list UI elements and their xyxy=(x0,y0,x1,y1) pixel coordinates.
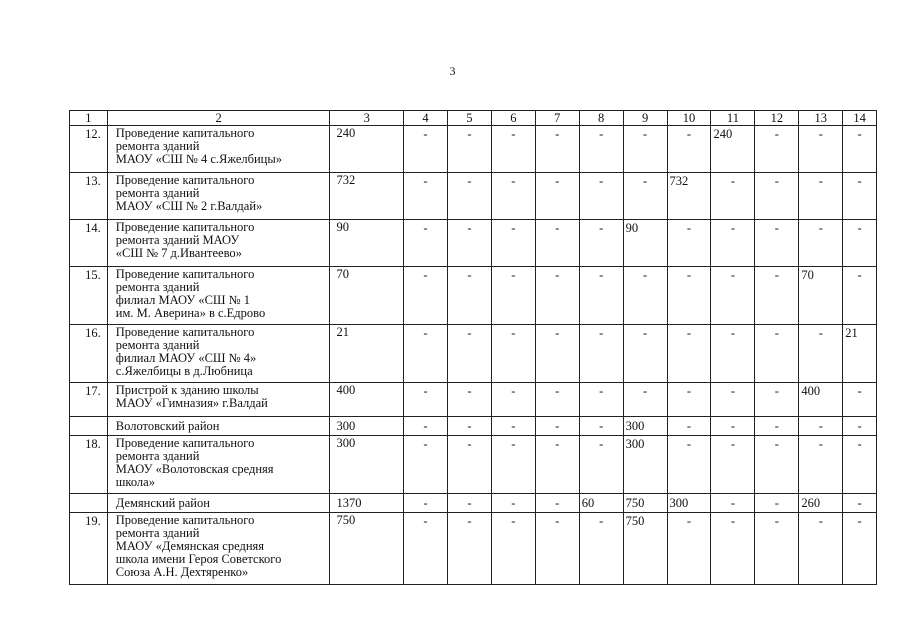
table-header-row xyxy=(70,111,877,126)
year-value: - xyxy=(535,383,579,417)
column-header-9: 9 xyxy=(623,111,667,126)
year-value: - xyxy=(404,436,448,494)
year-value: - xyxy=(579,513,623,585)
year-value: 300 xyxy=(623,436,667,494)
row-number: 13. xyxy=(70,173,108,220)
year-value: - xyxy=(491,126,535,173)
year-value: - xyxy=(667,267,711,325)
row-number: 14. xyxy=(70,220,108,267)
year-value: - xyxy=(535,173,579,220)
total-value: 300 xyxy=(330,436,404,494)
project-name: Проведение капитального ремонта зданий МАОУ «СШ № 7 д.Ивантеево» xyxy=(107,220,330,267)
year-value: - xyxy=(843,220,877,267)
year-value: - xyxy=(711,436,755,494)
year-value: - xyxy=(491,173,535,220)
column-header-6: 6 xyxy=(491,111,535,126)
year-value: - xyxy=(711,494,755,513)
total-value: 90 xyxy=(330,220,404,267)
column-header-11: 11 xyxy=(711,111,755,126)
year-value: - xyxy=(843,126,877,173)
year-value: - xyxy=(535,417,579,436)
year-value: - xyxy=(799,126,843,173)
year-value: - xyxy=(799,173,843,220)
year-value: - xyxy=(404,126,448,173)
year-value: - xyxy=(535,220,579,267)
year-value: - xyxy=(843,417,877,436)
table-row xyxy=(70,220,877,267)
page-number: 3 xyxy=(449,64,456,78)
table-row xyxy=(70,436,877,494)
district-name: Волотовский район xyxy=(107,417,330,436)
year-value: - xyxy=(755,417,799,436)
year-value: - xyxy=(755,173,799,220)
year-value: - xyxy=(404,173,448,220)
year-value: - xyxy=(491,267,535,325)
year-value: - xyxy=(843,436,877,494)
year-value: - xyxy=(535,325,579,383)
year-value: - xyxy=(623,173,667,220)
year-value: - xyxy=(799,436,843,494)
year-value: - xyxy=(843,383,877,417)
year-value: - xyxy=(447,126,491,173)
column-header-2: 2 xyxy=(107,111,330,126)
year-value: - xyxy=(711,173,755,220)
year-value: - xyxy=(755,220,799,267)
district-row xyxy=(70,494,877,513)
table-body xyxy=(70,111,877,585)
year-value: - xyxy=(667,220,711,267)
year-value: - xyxy=(447,267,491,325)
year-value: 300 xyxy=(623,417,667,436)
year-value: - xyxy=(799,325,843,383)
year-value: - xyxy=(667,513,711,585)
project-name: Проведение капитального ремонта зданий МАОУ «СШ № 4 с.Яжелбицы» xyxy=(107,126,330,173)
year-value: - xyxy=(535,267,579,325)
project-name: Пристрой к зданию школы МАОУ «Гимназия» г.Валдай xyxy=(107,383,330,417)
year-value: 300 xyxy=(667,494,711,513)
total-value: 732 xyxy=(330,173,404,220)
year-value: 260 xyxy=(799,494,843,513)
year-value: - xyxy=(667,126,711,173)
year-value: - xyxy=(843,494,877,513)
year-value: 732 xyxy=(667,173,711,220)
year-value: - xyxy=(711,417,755,436)
year-value: - xyxy=(579,126,623,173)
year-value: - xyxy=(755,126,799,173)
table-row xyxy=(70,513,877,585)
row-number: 16. xyxy=(70,325,108,383)
column-header-3: 3 xyxy=(330,111,404,126)
year-value: - xyxy=(799,417,843,436)
year-value: - xyxy=(447,436,491,494)
year-value: - xyxy=(623,325,667,383)
total-value: 300 xyxy=(330,417,404,436)
year-value: - xyxy=(579,436,623,494)
year-value: - xyxy=(447,383,491,417)
column-header-13: 13 xyxy=(799,111,843,126)
year-value: - xyxy=(843,267,877,325)
year-value: - xyxy=(447,513,491,585)
year-value: - xyxy=(799,220,843,267)
year-value: - xyxy=(755,513,799,585)
table-row xyxy=(70,325,877,383)
table-row xyxy=(70,126,877,173)
year-value: - xyxy=(404,513,448,585)
year-value: 90 xyxy=(623,220,667,267)
district-row xyxy=(70,417,877,436)
year-value: - xyxy=(755,494,799,513)
year-value: - xyxy=(579,417,623,436)
table-row xyxy=(70,173,877,220)
year-value: - xyxy=(491,494,535,513)
year-value: - xyxy=(711,267,755,325)
year-value: - xyxy=(491,417,535,436)
year-value: - xyxy=(623,126,667,173)
year-value: - xyxy=(404,383,448,417)
year-value: 750 xyxy=(623,513,667,585)
year-value: 400 xyxy=(799,383,843,417)
year-value: - xyxy=(447,173,491,220)
year-value: - xyxy=(755,436,799,494)
year-value: - xyxy=(711,513,755,585)
year-value: - xyxy=(843,173,877,220)
row-number xyxy=(70,494,108,513)
year-value: - xyxy=(535,126,579,173)
year-value: - xyxy=(755,383,799,417)
year-value: - xyxy=(535,513,579,585)
total-value: 240 xyxy=(330,126,404,173)
year-value: - xyxy=(404,267,448,325)
year-value: 750 xyxy=(623,494,667,513)
year-value: - xyxy=(711,220,755,267)
total-value: 70 xyxy=(330,267,404,325)
project-name: Проведение капитального ремонта зданий филиал МАОУ «СШ № 4» с.Яжелбицы в д.Любница xyxy=(107,325,330,383)
year-value: - xyxy=(711,325,755,383)
year-value: - xyxy=(535,436,579,494)
table-row xyxy=(70,267,877,325)
year-value: - xyxy=(667,417,711,436)
year-value: - xyxy=(447,220,491,267)
year-value: - xyxy=(667,325,711,383)
year-value: - xyxy=(711,383,755,417)
row-number: 18. xyxy=(70,436,108,494)
project-name: Проведение капитального ремонта зданий МАОУ «Демянская средняя школа имени Героя Советского Союза А.Н. Дехтяренко» xyxy=(107,513,330,585)
total-value: 400 xyxy=(330,383,404,417)
year-value: - xyxy=(404,494,448,513)
year-value: - xyxy=(447,325,491,383)
year-value: - xyxy=(755,325,799,383)
row-number: 12. xyxy=(70,126,108,173)
year-value: - xyxy=(491,513,535,585)
year-value: - xyxy=(579,267,623,325)
row-number xyxy=(70,417,108,436)
year-value: - xyxy=(491,220,535,267)
year-value: - xyxy=(491,383,535,417)
year-value: 60 xyxy=(579,494,623,513)
year-value: 21 xyxy=(843,325,877,383)
total-value: 1370 xyxy=(330,494,404,513)
year-value: - xyxy=(491,436,535,494)
year-value: - xyxy=(667,436,711,494)
table-row xyxy=(70,383,877,417)
project-name: Проведение капитального ремонта зданий МАОУ «Волотовская средняя школа» xyxy=(107,436,330,494)
year-value: 240 xyxy=(711,126,755,173)
project-name: Проведение капитального ремонта зданий МАОУ «СШ № 2 г.Валдай» xyxy=(107,173,330,220)
year-value: - xyxy=(623,383,667,417)
column-header-5: 5 xyxy=(447,111,491,126)
year-value: - xyxy=(579,325,623,383)
year-value: - xyxy=(667,383,711,417)
column-header-14: 14 xyxy=(843,111,877,126)
year-value: - xyxy=(491,325,535,383)
year-value: - xyxy=(404,220,448,267)
row-number: 17. xyxy=(70,383,108,417)
total-value: 750 xyxy=(330,513,404,585)
year-value: 70 xyxy=(799,267,843,325)
year-value: - xyxy=(579,383,623,417)
column-header-12: 12 xyxy=(755,111,799,126)
year-value: - xyxy=(843,513,877,585)
budget-table xyxy=(69,110,877,585)
project-name: Проведение капитального ремонта зданий филиал МАОУ «СШ № 1 им. М. Аверина» в с.Едрово xyxy=(107,267,330,325)
year-value: - xyxy=(579,220,623,267)
year-value: - xyxy=(579,173,623,220)
column-header-10: 10 xyxy=(667,111,711,126)
row-number: 19. xyxy=(70,513,108,585)
column-header-8: 8 xyxy=(579,111,623,126)
column-header-4: 4 xyxy=(404,111,448,126)
row-number: 15. xyxy=(70,267,108,325)
year-value: - xyxy=(404,417,448,436)
district-name: Демянский район xyxy=(107,494,330,513)
year-value: - xyxy=(799,513,843,585)
column-header-1: 1 xyxy=(70,111,108,126)
column-header-7: 7 xyxy=(535,111,579,126)
total-value: 21 xyxy=(330,325,404,383)
year-value: - xyxy=(447,494,491,513)
year-value: - xyxy=(755,267,799,325)
year-value: - xyxy=(404,325,448,383)
year-value: - xyxy=(623,267,667,325)
year-value: - xyxy=(535,494,579,513)
year-value: - xyxy=(447,417,491,436)
